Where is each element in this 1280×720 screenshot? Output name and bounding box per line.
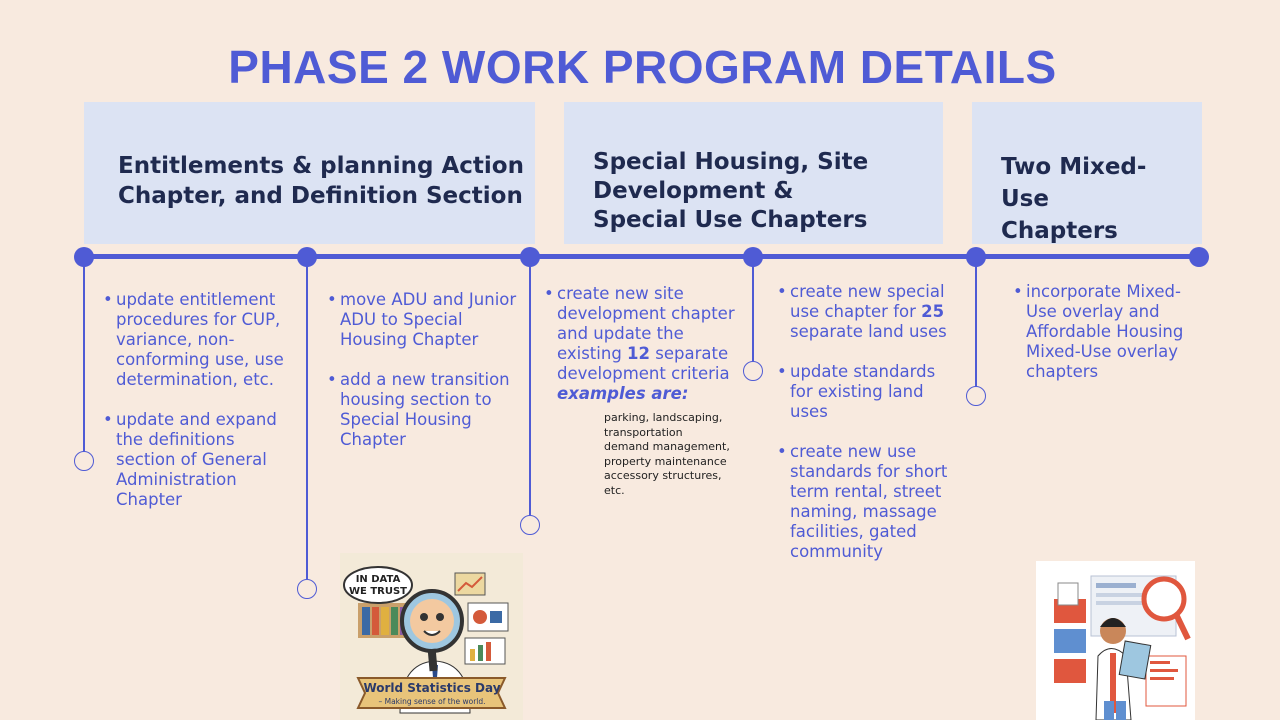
bullet-item: • add a new transition housing section to Special Housing Chapter [327, 370, 522, 450]
special-use-bullets [777, 282, 955, 582]
bullet-item: • update standards for existing land uses [777, 362, 955, 422]
examples-line: etc. [604, 483, 625, 497]
header-line: Special Use Chapters [593, 207, 868, 233]
header-entitlements [118, 151, 524, 211]
bullet-item: • move ADU and Junior ADU to Special Housing Chapter [327, 290, 522, 350]
bullet-item [544, 284, 750, 404]
examples-line: accessory structures, [604, 469, 722, 482]
header-line: Special Housing, Site [593, 149, 869, 175]
header-line: Use [1001, 186, 1049, 212]
timeline-line [84, 254, 1199, 259]
statistician-icon [340, 553, 523, 720]
banner-tagline: – Making sense of the world. [378, 697, 486, 706]
special-housing-bullets [327, 290, 522, 470]
bullet-text: separate development criteria [557, 344, 730, 383]
bullet-item [777, 282, 955, 342]
site-development-bullets [544, 284, 750, 424]
bullet-item: • incorporate Mixed-Use overlay and Affordable Housing Mixed-Use overlay chapters [1013, 282, 1199, 382]
examples-line: transportation [604, 425, 683, 439]
connector-end-ring [520, 515, 540, 535]
connector-line [83, 257, 85, 453]
examples-label: examples are: [557, 384, 689, 403]
connector-end-ring [966, 386, 986, 406]
world-statistics-day-illustration [340, 553, 523, 720]
bubble-line: WE TRUST [348, 586, 408, 597]
header-line: Chapters [1001, 218, 1118, 244]
bullet-item: • create new use standards for short term rental, street naming, massage facilities, gated community [777, 442, 955, 562]
connector-line [529, 257, 531, 515]
header-mixed-use [1001, 151, 1146, 247]
header-line: Entitlements & planning Action [118, 153, 524, 179]
bubble-line: IN DATA [355, 574, 401, 585]
examples-line: demand management, [604, 440, 730, 453]
entitlements-bullets [103, 290, 293, 530]
connector-end-ring [74, 451, 94, 471]
connector-end-ring [297, 579, 317, 599]
timeline-dot [1189, 247, 1209, 267]
mixed-use-bullets [1013, 282, 1199, 402]
banner-text: World Statistics Day [363, 681, 501, 695]
header-line: Two Mixed- [1001, 154, 1147, 180]
count-number: 12 [627, 344, 651, 363]
connector-line [752, 257, 754, 361]
bullet-text: create new special use chapter for [790, 282, 945, 321]
header-line: Development & [593, 178, 794, 204]
bullet-text: separate land uses [790, 322, 947, 341]
examples-line: property maintenance [604, 454, 727, 468]
header-special-housing [593, 148, 868, 235]
page-title: PHASE 2 WORK PROGRAM DETAILS [228, 41, 1057, 93]
examples-detail [604, 411, 754, 498]
bullet-text: create new site development chapter and update the existing [557, 284, 735, 363]
count-number: 25 [921, 302, 945, 321]
researcher-clipboard-icon [1036, 561, 1195, 720]
researcher-illustration [1036, 561, 1195, 720]
connector-line [306, 257, 308, 579]
examples-line: parking, landscaping, [604, 411, 723, 424]
bullet-item: • update entitlement procedures for CUP, variance, non-conforming use, use determination, etc. [103, 290, 293, 390]
bullet-item: • update and expand the definitions section of General Administration Chapter [103, 410, 293, 510]
connector-line [975, 257, 977, 387]
header-line: Chapter, and Definition Section [118, 183, 523, 209]
